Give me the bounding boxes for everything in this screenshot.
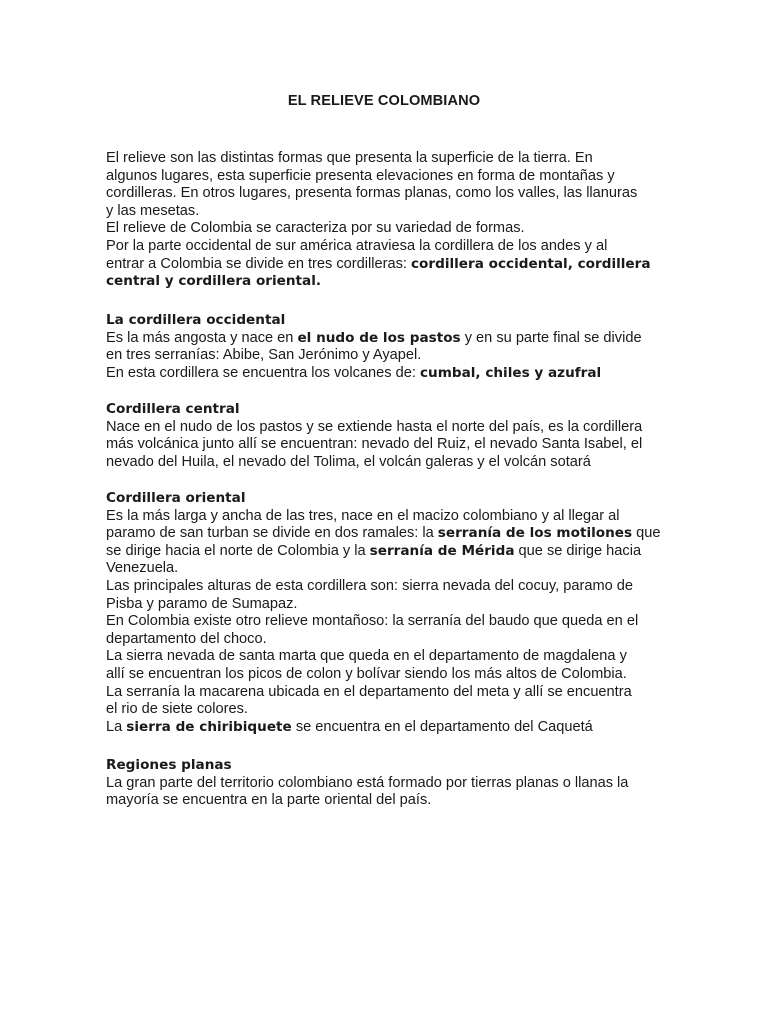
text-line xyxy=(106,525,666,543)
text-fragment: y en su parte final se divide xyxy=(460,329,642,346)
text-line: En Colombia existe otro relieve montañoso: la serranía del baudo que queda en el xyxy=(106,613,639,630)
text-line: Por la parte occidental de sur américa atraviesa la cordillera de los andes y al xyxy=(106,237,608,254)
bold-text: el nudo de los pastos xyxy=(297,329,461,346)
text-line: y las mesetas. xyxy=(106,202,200,219)
text-line: más volcánica junto allí se encuentran: nevado del Ruiz, el nevado Santa Isabel, el xyxy=(106,436,643,453)
text-line: La serranía la macarena ubicada en el departamento del meta y allí se encuentra xyxy=(106,683,632,700)
text-line: algunos lugares, esta superficie presenta elevaciones en forma de montañas y xyxy=(106,167,615,184)
text-line: Nace en el nudo de los pastos y se extiende hasta el norte del país, es la cordillera xyxy=(106,418,643,435)
text-fragment: se encuentra en el departamento del Caquetá xyxy=(291,718,593,735)
text-fragment: se dirige hacia el norte de Colombia y la xyxy=(106,542,370,559)
text-line: departamento del choco. xyxy=(106,630,267,647)
text-fragment: que se dirige hacia xyxy=(514,542,642,559)
text-line xyxy=(106,719,666,737)
text-line: Pisba y paramo de Sumapaz. xyxy=(106,595,298,612)
bold-text: sierra de chiribiquete xyxy=(126,718,292,735)
text-line: Es la más larga y ancha de las tres, nace en el macizo colombiano y al llegar al xyxy=(106,507,620,524)
bold-text: cumbal, chiles y azufral xyxy=(419,364,602,381)
text-fragment: En esta cordillera se encuentra los volcanes de: xyxy=(106,364,420,381)
text-line: La sierra nevada de santa marta que queda en el departamento de magdalena y xyxy=(106,648,627,665)
text-fragment: Es la más angosta y nace en xyxy=(106,329,298,346)
text-fragment: paramo de san turban se divide en dos ramales: la xyxy=(106,525,438,542)
intro-paragraph xyxy=(106,150,666,291)
text-fragment: La xyxy=(106,718,127,735)
section-central xyxy=(106,401,666,471)
text-line: allí se encuentran los picos de colon y bolívar siendo los más altos de Colombia. xyxy=(106,665,627,682)
section-heading: Cordillera central xyxy=(106,401,240,417)
section-planas xyxy=(106,757,666,810)
text-line: cordilleras. En otros lugares, presenta formas planas, como los valles, las llanuras xyxy=(106,185,638,202)
bold-text: serranía de los motilones xyxy=(437,525,633,542)
text-line: El relieve son las distintas formas que presenta la superficie de la tierra. En xyxy=(106,150,593,166)
text-line: Venezuela. xyxy=(106,560,179,577)
text-line: Las principales alturas de esta cordillera son: sierra nevada del cocuy, paramo de xyxy=(106,577,634,594)
text-line xyxy=(106,365,666,383)
text-fragment: entrar a Colombia se divide en tres cordilleras: xyxy=(106,255,411,272)
section-oriental xyxy=(106,490,666,736)
text-line: mayoría se encuentra en la parte oriental del país. xyxy=(106,792,432,809)
bold-text: serranía de Mérida xyxy=(369,542,515,559)
text-line xyxy=(106,256,666,274)
bold-text: central y cordillera oriental. xyxy=(106,273,322,290)
text-line: el rio de siete colores. xyxy=(106,701,248,718)
text-line xyxy=(106,273,666,291)
section-heading: La cordillera occidental xyxy=(106,312,286,328)
section-heading: Regiones planas xyxy=(106,757,232,773)
text-fragment: que xyxy=(632,525,661,542)
text-line: en tres serranías: Abibe, San Jerónimo y Ayapel. xyxy=(106,347,422,364)
text-line xyxy=(106,330,666,348)
section-heading: Cordillera oriental xyxy=(106,490,246,506)
text-line xyxy=(106,543,666,561)
text-line: La gran parte del territorio colombiano está formado por tierras planas o llanas la xyxy=(106,774,629,791)
section-occidental xyxy=(106,312,666,382)
bold-text: cordillera occidental, cordillera xyxy=(411,255,651,272)
text-line: El relieve de Colombia se caracteriza por su variedad de formas. xyxy=(106,220,525,237)
text-line: nevado del Huila, el nevado del Tolima, el volcán galeras y el volcán sotará xyxy=(106,453,591,470)
document-title: EL RELIEVE COLOMBIANO xyxy=(287,93,481,109)
